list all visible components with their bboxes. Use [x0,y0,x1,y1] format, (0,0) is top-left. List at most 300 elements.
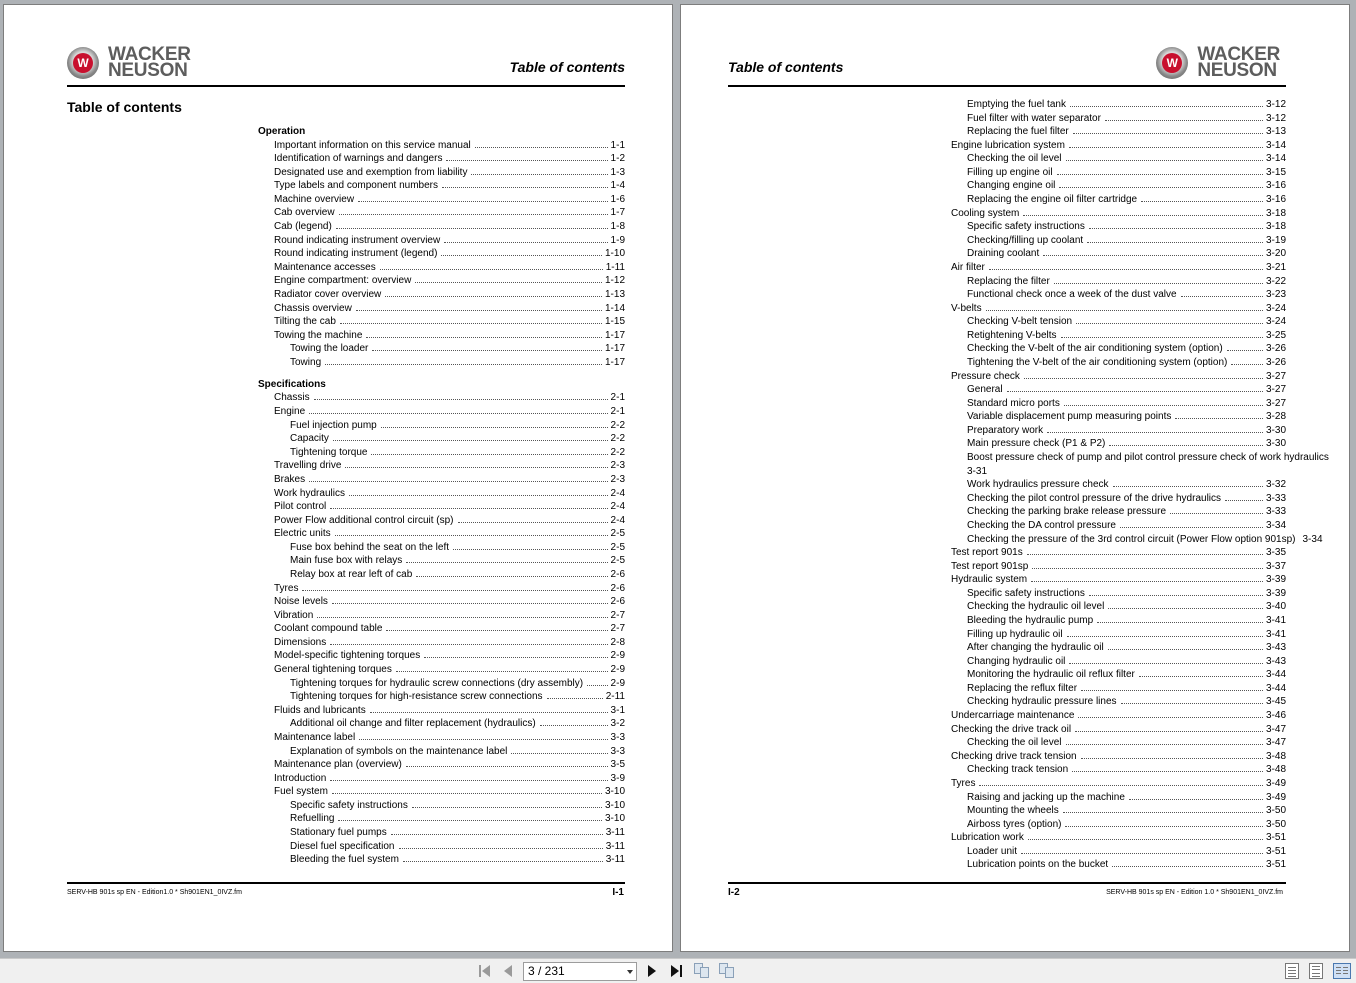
toc-entry-title: Coolant compound table [274,623,383,635]
toc-entry-page: 2-4 [610,487,625,499]
toc-entry-title: Tightening torque [290,446,368,458]
toc-entry[interactable] [935,560,1286,574]
toc-entry-title: Retightening V-belts [967,329,1057,341]
toc-entry-title: Checking the pressure of the 3rd control circuit (Power Flow option 901sp) [967,533,1296,545]
copy-icon[interactable] [693,962,711,980]
toc-entry[interactable] [935,437,1286,451]
toc-entry[interactable] [935,858,1286,872]
toc-dot-leader [1105,113,1263,121]
toc-entry-page: 3-18 [1265,221,1286,233]
toc-dot-leader [1047,425,1263,433]
toc-entry-page: 2-8 [610,636,625,648]
toc-entry[interactable] [258,812,625,826]
toc-entry[interactable] [258,206,625,220]
toc-entry-page: 3-10 [604,813,625,825]
toc-dot-leader [1028,832,1263,840]
toc-entry[interactable] [935,247,1286,261]
toc-entry-title: Pressure check [951,370,1020,382]
toc-entry[interactable] [258,500,625,514]
toc-entry-page: 3-10 [604,786,625,798]
toc-entry-page: 1-12 [604,275,625,287]
toc-dot-leader [403,854,603,862]
toc-entry-page: 3-19 [1265,234,1286,246]
toc-entry[interactable] [258,152,625,166]
toc-entry-title: Checking hydraulic pressure lines [967,696,1117,708]
toc-entry-title: Changing hydraulic oil [967,655,1066,667]
toc-entry[interactable] [258,342,625,356]
toc-entry-page: 2-5 [610,528,625,540]
toc-entry[interactable] [258,459,625,473]
toc-entry-page: 3-1 [610,704,625,716]
toc-entry[interactable] [935,125,1286,139]
toc-entry-page: 3-27 [1265,370,1286,382]
toc-entry-page: 1-1 [610,139,625,151]
toc-entry-title: Electric units [274,528,331,540]
toc-entry[interactable] [935,519,1286,533]
toc-entry-page: 2-6 [610,569,625,580]
toc-entry[interactable] [258,166,625,180]
toc-entry[interactable] [258,315,625,329]
toc-entry[interactable] [935,397,1286,411]
toc-entry-page: 3-13 [1265,126,1286,138]
toc-entry[interactable] [258,554,625,568]
toc-entry[interactable] [935,234,1286,248]
toc-dot-leader [332,596,608,604]
toc-entry-page: 3-18 [1265,207,1286,219]
toc-entry[interactable] [258,419,625,433]
toc-entry[interactable] [935,424,1286,438]
toc-entry[interactable] [258,622,625,636]
toc-entry[interactable] [258,473,625,487]
toc-entry-page: 2-6 [610,582,625,594]
toc-entry[interactable] [935,98,1286,112]
toc-entry-page: 3-48 [1265,750,1286,762]
previous-page-icon[interactable] [500,962,516,980]
toc-dot-leader [1072,764,1263,772]
toc-entry[interactable] [258,179,625,193]
paste-icon[interactable] [718,962,736,980]
toc-entry[interactable] [258,704,625,718]
toc-dot-leader [1129,792,1263,800]
toc-dot-leader [1024,371,1263,379]
chevron-down-icon[interactable] [627,970,633,974]
toc-entry-title: General tightening torques [274,664,392,676]
toc-entry-title: Maintenance plan (overview) [274,759,402,771]
toc-dot-leader [356,303,602,311]
toc-entry[interactable] [935,451,1329,478]
toc-entry-page: 3-35 [1265,547,1286,559]
toc-entry-page: 3-11 [605,854,625,866]
toc-entry[interactable] [258,609,625,623]
toc-entry[interactable] [935,777,1286,791]
toc-dot-leader [330,773,607,781]
toc-entry[interactable] [935,655,1286,669]
toc-entry-page: 2-1 [610,392,625,404]
toc-dot-leader [986,303,1263,311]
toc-dot-leader [1141,194,1263,202]
toc-entry[interactable] [935,356,1286,370]
toc-dot-leader [1043,248,1263,256]
toc-entry[interactable] [935,478,1286,492]
toc-entry[interactable] [935,573,1286,587]
toc-dot-leader [1054,276,1263,284]
toc-entry-title: Standard micro ports [967,397,1060,409]
toc-entry[interactable] [258,636,625,650]
toc-entry[interactable] [935,736,1286,750]
toc-entry[interactable] [258,261,625,275]
toc-entry-page: 3-15 [1265,166,1286,178]
toc-entry[interactable] [935,628,1286,642]
toc-entry-page: 3-50 [1265,805,1286,817]
toc-entry[interactable] [258,220,625,234]
toc-dot-leader [511,746,607,754]
toc-entry[interactable] [935,641,1286,655]
toc-entry-page: 1-10 [604,248,625,260]
toc-entry-page: 2-6 [610,596,625,608]
toc-entry[interactable] [258,568,625,582]
logo-wordmark [108,44,191,81]
toc-dot-leader [314,392,608,400]
toc-entry-page: 2-5 [610,541,625,553]
toc-dot-leader [412,800,602,808]
toc-entry-title: Machine overview [274,193,355,205]
toc-entry-page: 3-34 [1302,533,1323,545]
toc-entry[interactable] [935,370,1286,384]
toc-entry-title: Checking the hydraulic oil level [967,601,1105,613]
toc-entry-title: Raising and jacking up the machine [967,791,1125,803]
toc-dot-leader [979,778,1263,786]
toc-entry[interactable] [935,831,1286,845]
footer-page-number: I-1 [612,887,624,898]
toc-entry-title: Dimensions [274,636,327,648]
toc-entry-title: Replacing the fuel filter [967,126,1069,138]
toc-entry-title: Important information on this service manual [274,139,471,151]
toc-entry[interactable] [258,288,625,302]
toc-entry[interactable] [935,139,1286,153]
toc-entry[interactable] [935,791,1286,805]
toc-entry[interactable] [935,112,1286,126]
toc-entry-title: Noise levels [274,596,328,608]
toc-entry[interactable] [258,234,625,248]
toc-entry-title: Tilting the cab [274,316,336,328]
toc-entry[interactable] [258,274,625,288]
toc-dot-leader [547,691,603,699]
toc-entry-page: 3-49 [1265,777,1286,789]
toc-entry-title: Tyres [951,777,976,789]
toc-entry[interactable] [258,649,625,663]
toc-entry-title: Test report 901sp [951,560,1029,572]
brand-logo [67,44,191,81]
toc-entry[interactable] [258,193,625,207]
page-left [3,4,673,952]
toc-dot-leader [371,447,607,455]
toc-dot-leader [333,433,608,441]
toc-entry[interactable] [935,533,1323,547]
toc-entry[interactable] [935,179,1286,193]
toc-entry[interactable] [258,247,625,261]
toc-entry[interactable] [935,275,1286,289]
toc-dot-leader [1069,140,1263,148]
toc-entry-page: 3-47 [1265,723,1286,735]
toc-entry-page: 3-28 [1265,411,1286,423]
toc-dot-leader [386,623,607,631]
toc-entry-title: Lubrication points on the bucket [967,859,1109,871]
first-page-icon[interactable] [475,962,493,980]
toc-entry-page: 3-14 [1265,153,1286,165]
toc-entry-page: 2-3 [610,460,625,472]
toc-dot-leader [345,460,607,468]
toc-entry-page: 3-9 [610,772,625,784]
toc-entry[interactable] [935,587,1286,601]
toc-entry[interactable] [258,690,625,704]
toc-entry[interactable] [258,405,625,419]
toc-entry[interactable] [935,152,1286,166]
toc-entry-title: Checking/filling up coolant [967,234,1084,246]
toc-dot-leader [475,140,608,148]
toc-entry-page: 3-12 [1265,99,1286,110]
toc-entry[interactable] [935,763,1286,777]
toc-entry[interactable] [935,845,1286,859]
toc-dot-leader [317,610,607,618]
toc-dot-leader [1225,493,1263,501]
toc-dot-leader [1112,859,1263,867]
wacker-neuson-logo-icon [1156,47,1188,79]
single-page-view-icon[interactable] [1284,962,1300,980]
toc-entry-page: 3-43 [1265,655,1286,667]
toc-entry[interactable] [258,826,625,840]
toc-entry-title: Cab (legend) [274,221,332,233]
toc-entry-page: 2-7 [610,609,625,621]
toc-dot-leader [989,262,1263,270]
toc-entry-title: Monitoring the hydraulic oil reflux filter [967,669,1135,681]
toc-entry-title: Fuel system [274,786,328,798]
toc-entry-title: Changing engine oil [967,180,1056,192]
footer-rule [67,882,625,884]
toc-entry[interactable] [935,288,1286,302]
toc-dot-leader [1108,642,1263,650]
toc-dot-leader [1066,737,1263,745]
toc-entry-page: 3-39 [1265,587,1286,599]
toc-entry[interactable] [935,600,1286,614]
next-page-icon[interactable] [644,962,660,980]
toc-entry[interactable] [935,342,1286,356]
toc-list-left [258,125,625,867]
toc-entry[interactable] [258,840,625,854]
toc-dot-leader [1175,411,1263,419]
toc-entry[interactable] [935,329,1286,343]
toc-entry-title: Work hydraulics [274,487,345,499]
toc-dot-leader [372,343,602,351]
toc-dot-leader [1097,615,1263,623]
page-number-input[interactable] [523,962,637,981]
toc-entry-page: 2-2 [610,419,625,431]
toc-entry[interactable] [935,410,1286,424]
toc-entry-title: Vibration [274,609,314,621]
toc-entry-title: Designated use and exemption from liability [274,166,468,178]
toc-entry-page: 3-45 [1265,696,1286,708]
toc-entry[interactable] [258,432,625,446]
footer-page-number: I-2 [728,887,740,898]
toc-entry-title: Round indicating instrument (legend) [274,248,438,260]
toc-entry[interactable] [258,514,625,528]
toc-dot-leader [381,420,608,428]
toc-entry-page: 2-7 [610,623,625,635]
toc-entry-page: 3-26 [1265,356,1286,368]
toc-entry[interactable] [258,799,625,813]
toc-entry-page: 3-40 [1265,601,1286,613]
toc-entry[interactable] [258,527,625,541]
toc-entry-title: Mounting the wheels [967,805,1059,817]
toc-dot-leader [330,637,607,645]
toc-entry-title: Boost pressure check of pump and pilot control pressure check of work hydraulics [967,452,1329,464]
toc-entry[interactable] [935,220,1286,234]
toc-entry-page: 3-23 [1265,289,1286,301]
toc-entry[interactable] [258,356,625,370]
toc-entry[interactable] [935,315,1286,329]
toc-entry-title: Checking the parking brake release pressure [967,506,1166,518]
toc-entry-title: Replacing the engine oil filter cartridge [967,194,1138,206]
toc-dot-leader [446,153,607,161]
toc-dot-leader [335,528,608,536]
toc-entry-title: Checking the V-belt of the air conditioning system (option) [967,343,1223,355]
toc-dot-leader [1089,588,1263,596]
toc-entry[interactable] [258,329,625,343]
wacker-neuson-logo-icon [67,47,99,79]
toc-entry-title: Towing [290,356,322,368]
toc-entry-page: 3-16 [1265,194,1286,206]
toc-entry[interactable] [935,383,1286,397]
toc-entry[interactable] [935,682,1286,696]
toc-entry-title: Specific safety instructions [967,221,1085,233]
footer-rule [728,882,1286,884]
page-right [680,4,1350,952]
toc-entry-title: Brakes [274,473,306,485]
toc-entry-title: Refuelling [290,813,335,825]
toc-entry[interactable] [935,193,1286,207]
logo-wordmark [1197,44,1280,81]
toc-dot-leader [1007,384,1263,392]
two-page-view-icon[interactable] [1332,962,1352,980]
toc-entry-page: 3-27 [1265,397,1286,409]
toc-entry[interactable] [258,731,625,745]
toc-dot-leader [1027,547,1263,555]
toc-entry[interactable] [258,758,625,772]
toc-dot-leader [358,194,608,202]
toc-entry[interactable] [258,446,625,460]
toc-dot-leader [1023,208,1263,216]
toc-dot-leader [349,488,608,496]
toc-entry[interactable] [935,750,1286,764]
toc-entry[interactable] [935,546,1286,560]
toc-entry[interactable] [258,663,625,677]
toc-entry-page: 3-24 [1265,302,1286,314]
toc-entry[interactable] [935,302,1286,316]
toc-entry[interactable] [258,541,625,555]
toc-entry-page: 3-30 [1265,424,1286,436]
toc-entry[interactable] [935,614,1286,628]
toc-dot-leader [1089,221,1263,229]
toc-entry-page: 3-20 [1265,248,1286,260]
toc-section-title: Operation [258,126,306,137]
toc-entry[interactable] [935,668,1286,682]
header-title: Table of contents [728,59,844,75]
toc-entry-title: Tyres [274,582,299,594]
toc-entry-title: Hydraulic system [951,574,1028,586]
toc-entry[interactable] [258,139,625,153]
toc-entry[interactable] [935,207,1286,221]
last-page-icon[interactable] [667,962,685,980]
toc-entry-title: Diesel fuel specification [290,840,395,852]
toc-entry-page: 3-33 [1265,506,1286,518]
toc-dot-leader [1231,357,1263,365]
toc-entry[interactable] [935,505,1286,519]
toc-dot-leader [380,262,603,270]
toc-entry[interactable] [258,717,625,731]
toc-entry[interactable] [258,745,625,759]
toc-entry-title: Draining coolant [967,248,1040,260]
toc-entry[interactable] [258,302,625,316]
toc-entry-page: 3-43 [1265,642,1286,654]
toc-entry[interactable] [935,492,1286,506]
toc-entry-page: 1-15 [604,316,625,328]
toc-dot-leader [587,678,607,686]
toc-entry-title: Identification of warnings and dangers [274,153,443,165]
toc-dot-leader [399,841,603,849]
toc-dot-leader [424,650,607,658]
toc-entry-page: 2-5 [610,555,625,567]
toc-entry-title: Round indicating instrument overview [274,234,441,246]
toc-entry[interactable] [258,853,625,867]
toc-entry[interactable] [258,582,625,596]
toc-entry-page: 3-11 [605,840,625,852]
toc-entry-title: Preparatory work [967,424,1044,436]
viewer-toolbar [0,958,1356,983]
toc-entry-title: Loader unit [967,845,1018,857]
toc-entry[interactable] [935,709,1286,723]
toc-entry[interactable] [935,261,1286,275]
toc-entry-title: Tightening torques for hydraulic screw connections (dry assembly) [290,677,584,689]
toc-entry[interactable] [258,677,625,691]
toc-entry-title: Filling up engine oil [967,166,1053,178]
toc-dot-leader [332,786,602,794]
toc-entry-page: 3-51 [1265,845,1286,857]
toc-entry-title: Engine compartment: overview [274,275,412,287]
toc-entry-title: Specific safety instructions [967,587,1085,599]
toc-entry-page: 3-3 [610,745,625,757]
toc-entry-page: 3-21 [1265,261,1286,273]
toc-entry-title: Fuel filter with water separator [967,112,1101,124]
continuous-view-icon[interactable] [1308,962,1324,980]
toc-entry[interactable] [935,804,1286,818]
toc-entry[interactable] [935,166,1286,180]
toc-entry[interactable] [258,487,625,501]
toc-dot-leader [1170,506,1263,514]
toc-entry-page: 1-9 [610,234,625,246]
toc-dot-leader [370,705,608,713]
toc-entry-page: 3-39 [1265,574,1286,586]
toc-entry[interactable] [258,391,625,405]
toc-entry[interactable] [258,595,625,609]
toc-dot-leader [1227,343,1263,351]
toc-dot-leader [396,664,608,672]
toc-entry-page: 3-3 [610,731,625,743]
toc-entry[interactable] [935,695,1286,709]
toc-entry[interactable] [258,772,625,786]
toc-entry[interactable] [935,818,1286,832]
toc-entry[interactable] [258,785,625,799]
toc-entry[interactable] [935,723,1286,737]
toc-dot-leader [1121,696,1263,704]
